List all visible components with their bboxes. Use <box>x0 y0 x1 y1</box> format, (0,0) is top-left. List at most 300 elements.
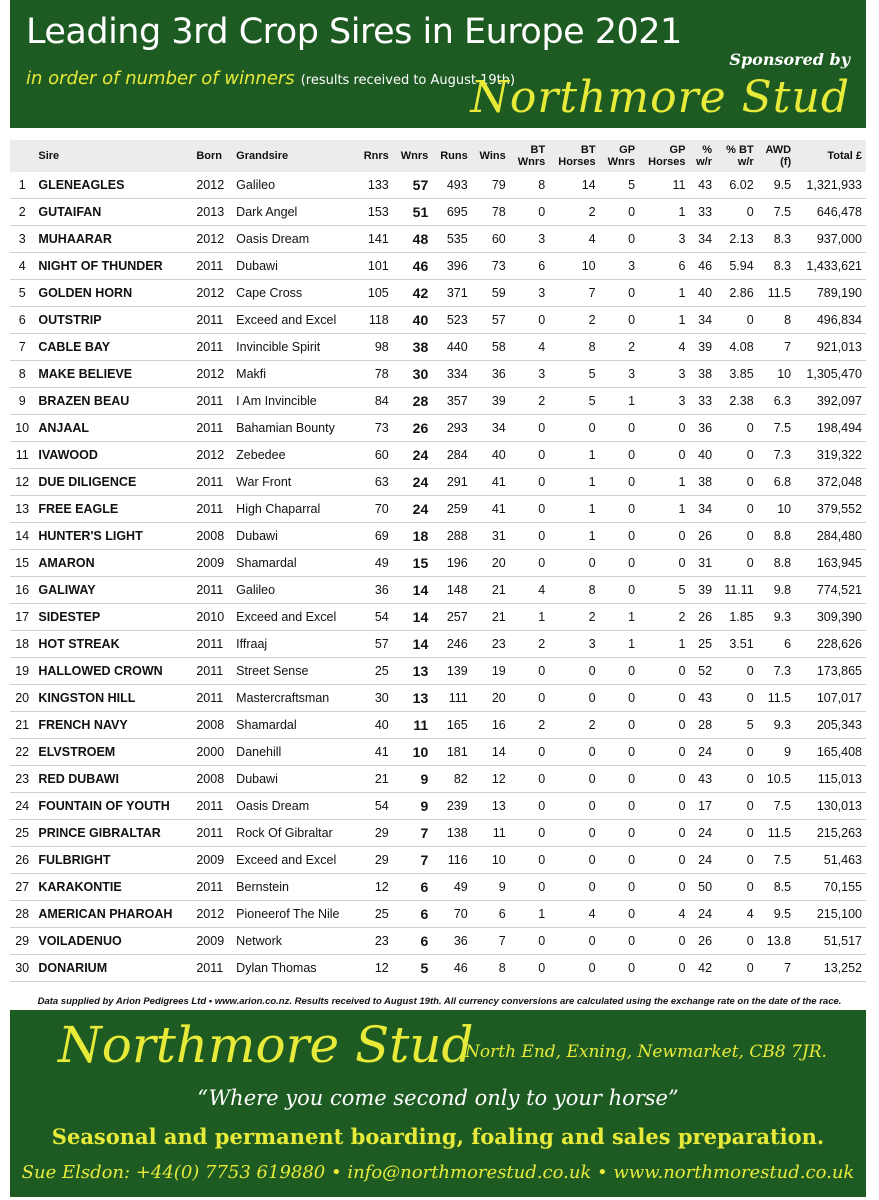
table-cell: 0 <box>716 415 758 442</box>
table-cell: 8.3 <box>758 253 795 280</box>
table-cell: Danehill <box>232 739 356 766</box>
table-row <box>10 847 866 874</box>
table-cell: 7.3 <box>758 658 795 685</box>
table-cell: 38 <box>393 334 432 361</box>
table-cell: 0 <box>549 874 599 901</box>
table-cell: 11.5 <box>758 280 795 307</box>
table-cell: 6 <box>393 901 432 928</box>
table-cell: 2008 <box>192 523 232 550</box>
table-cell: 0 <box>510 496 549 523</box>
table-cell: 0 <box>716 847 758 874</box>
table-cell: 257 <box>432 604 471 631</box>
table-cell: 1 <box>639 496 689 523</box>
page-title: Leading 3rd Crop Sires in Europe 2021 <box>26 12 682 52</box>
table-cell: 6.3 <box>758 388 795 415</box>
table-cell: 16 <box>472 712 510 739</box>
table-cell: 2011 <box>192 685 232 712</box>
table-cell: 309,390 <box>795 604 866 631</box>
table-cell: 41 <box>472 469 510 496</box>
table-cell: 41 <box>356 739 393 766</box>
table-cell: 13 <box>472 793 510 820</box>
table-cell: 11.5 <box>758 685 795 712</box>
table-row <box>10 442 866 469</box>
table-cell: 46 <box>432 955 471 982</box>
table-cell: Dylan Thomas <box>232 955 356 982</box>
table-cell: 57 <box>393 172 432 199</box>
table-cell: 24 <box>393 496 432 523</box>
table-cell: 246 <box>432 631 471 658</box>
table-cell: 43 <box>689 766 716 793</box>
col-rnrs: Rnrs <box>356 140 393 172</box>
table-cell: 50 <box>689 874 716 901</box>
table-cell: 2011 <box>192 388 232 415</box>
table-cell: 0 <box>549 928 599 955</box>
table-cell: 5 <box>639 577 689 604</box>
table-cell: 43 <box>689 172 716 199</box>
table-cell: 0 <box>600 442 639 469</box>
table-cell: 39 <box>472 388 510 415</box>
table-cell: 33 <box>689 199 716 226</box>
table-cell: 2011 <box>192 334 232 361</box>
header-banner <box>10 0 866 128</box>
table-cell: 60 <box>472 226 510 253</box>
table-cell: 3.85 <box>716 361 758 388</box>
table-cell: FREE EAGLE <box>34 496 192 523</box>
table-cell: 0 <box>716 766 758 793</box>
table-cell: 0 <box>510 307 549 334</box>
table-cell: 6 <box>758 631 795 658</box>
table-cell: 0 <box>716 523 758 550</box>
table-row <box>10 793 866 820</box>
table-cell: 2 <box>549 199 599 226</box>
table-cell: 0 <box>716 739 758 766</box>
table-cell: 2010 <box>192 604 232 631</box>
table-cell: 98 <box>356 334 393 361</box>
table-cell: 28 <box>393 388 432 415</box>
table-cell: 0 <box>716 469 758 496</box>
table-cell: 2009 <box>192 550 232 577</box>
table-cell: 2011 <box>192 955 232 982</box>
col-wnrs: Wnrs <box>393 140 432 172</box>
table-cell: 10 <box>10 415 34 442</box>
table-row <box>10 658 866 685</box>
col-wins: Wins <box>472 140 510 172</box>
table-cell: 9.3 <box>758 712 795 739</box>
table-cell: 4 <box>510 334 549 361</box>
table-cell: 0 <box>600 280 639 307</box>
table-cell: 21 <box>356 766 393 793</box>
table-cell: 18 <box>10 631 34 658</box>
table-cell: Rock Of Gibraltar <box>232 820 356 847</box>
table-cell: BRAZEN BEAU <box>34 388 192 415</box>
table-cell: 789,190 <box>795 280 866 307</box>
table-cell: Shamardal <box>232 550 356 577</box>
table-cell: 6.8 <box>758 469 795 496</box>
table-cell: 774,521 <box>795 577 866 604</box>
table-cell: 148 <box>432 577 471 604</box>
table-cell: 15 <box>10 550 34 577</box>
table-cell: 0 <box>510 415 549 442</box>
table-cell: 4 <box>549 226 599 253</box>
table-cell: 215,263 <box>795 820 866 847</box>
table-cell: 3 <box>639 226 689 253</box>
table-cell: 937,000 <box>795 226 866 253</box>
table-cell: 0 <box>639 685 689 712</box>
table-cell: 2011 <box>192 496 232 523</box>
table-cell: 26 <box>10 847 34 874</box>
table-cell: 357 <box>432 388 471 415</box>
table-cell: 0 <box>716 307 758 334</box>
table-cell: 3 <box>510 226 549 253</box>
table-body <box>10 172 866 982</box>
table-cell: 1,433,621 <box>795 253 866 280</box>
table-cell: 0 <box>639 442 689 469</box>
table-cell: Dark Angel <box>232 199 356 226</box>
table-cell: 0 <box>639 739 689 766</box>
table-cell: 14 <box>472 739 510 766</box>
table-cell: 3 <box>600 361 639 388</box>
table-cell: GUTAIFAN <box>34 199 192 226</box>
table-row <box>10 955 866 982</box>
table-cell: Bernstein <box>232 874 356 901</box>
table-cell: Dubawi <box>232 253 356 280</box>
table-cell: 1 <box>639 469 689 496</box>
table-cell: 26 <box>689 523 716 550</box>
table-cell: 7.5 <box>758 199 795 226</box>
table-cell: 46 <box>689 253 716 280</box>
table-cell: 0 <box>549 739 599 766</box>
table-cell: 396 <box>432 253 471 280</box>
table-cell: 2013 <box>192 199 232 226</box>
footer-contact: Sue Elsdon: +44(0) 7753 619880 • info@northmorestud.co.uk • www.northmorestud.co.uk <box>21 1162 855 1183</box>
table-cell: PRINCE GIBRALTAR <box>34 820 192 847</box>
table-cell: 13.8 <box>758 928 795 955</box>
table-cell: 30 <box>356 685 393 712</box>
table-cell: 0 <box>549 847 599 874</box>
table-cell: 0 <box>549 415 599 442</box>
table-cell: 24 <box>689 847 716 874</box>
table-cell: 0 <box>510 469 549 496</box>
table-cell: Invincible Spirit <box>232 334 356 361</box>
table-cell: 26 <box>689 928 716 955</box>
table-cell: Cape Cross <box>232 280 356 307</box>
table-cell: 25 <box>689 631 716 658</box>
table-cell: 18 <box>393 523 432 550</box>
table-cell: Network <box>232 928 356 955</box>
col-pct-bt-wr: % BT w/r <box>716 140 758 172</box>
table-cell: 0 <box>639 955 689 982</box>
table-cell: 51,463 <box>795 847 866 874</box>
table-cell: 10 <box>758 361 795 388</box>
table-cell: 38 <box>689 469 716 496</box>
table-cell: 7 <box>758 334 795 361</box>
table-cell: 0 <box>600 901 639 928</box>
table-row <box>10 388 866 415</box>
table-cell: 2009 <box>192 847 232 874</box>
table-cell: 0 <box>639 415 689 442</box>
table-row <box>10 685 866 712</box>
table-cell: 0 <box>716 793 758 820</box>
table-cell: 4 <box>639 901 689 928</box>
table-cell: 198,494 <box>795 415 866 442</box>
table-cell: 23 <box>356 928 393 955</box>
table-cell: MAKE BELIEVE <box>34 361 192 388</box>
table-row <box>10 577 866 604</box>
table-cell: 101 <box>356 253 393 280</box>
table-cell: 7 <box>10 334 34 361</box>
table-row <box>10 334 866 361</box>
table-cell: 105 <box>356 280 393 307</box>
table-cell: 2009 <box>192 928 232 955</box>
table-cell: KARAKONTIE <box>34 874 192 901</box>
table-cell: 8 <box>758 307 795 334</box>
table-cell: 0 <box>510 523 549 550</box>
table-cell: 39 <box>689 577 716 604</box>
table-row <box>10 604 866 631</box>
table-cell: 0 <box>639 793 689 820</box>
table-cell: 29 <box>10 928 34 955</box>
table-cell: 0 <box>639 712 689 739</box>
subtitle-note: (results received to August 19th) <box>300 73 516 88</box>
table-cell: 25 <box>10 820 34 847</box>
table-cell: 0 <box>600 226 639 253</box>
table-cell: 2.38 <box>716 388 758 415</box>
table-cell: 84 <box>356 388 393 415</box>
table-cell: 14 <box>393 577 432 604</box>
table-cell: 1 <box>549 496 599 523</box>
table-cell: 7 <box>549 280 599 307</box>
table-cell: 173,865 <box>795 658 866 685</box>
table-cell: 0 <box>510 685 549 712</box>
table-cell: 36 <box>472 361 510 388</box>
table-cell: 0 <box>510 820 549 847</box>
table-cell: 4 <box>549 901 599 928</box>
table-cell: 7 <box>393 847 432 874</box>
table-cell: 11 <box>393 712 432 739</box>
table-cell: 0 <box>549 658 599 685</box>
table-cell: 14 <box>549 172 599 199</box>
table-cell: 5 <box>549 361 599 388</box>
table-cell: 379,552 <box>795 496 866 523</box>
table-cell: 7.5 <box>758 793 795 820</box>
table-cell: 2011 <box>192 874 232 901</box>
table-cell: 1 <box>549 469 599 496</box>
table-cell: 372,048 <box>795 469 866 496</box>
table-cell: 0 <box>639 928 689 955</box>
table-cell: 0 <box>639 874 689 901</box>
table-cell: 0 <box>716 658 758 685</box>
table-cell: 79 <box>472 172 510 199</box>
table-cell: 28 <box>689 712 716 739</box>
table-cell: 695 <box>432 199 471 226</box>
table-row <box>10 226 866 253</box>
table-cell: 288 <box>432 523 471 550</box>
col-pct-wr: % w/r <box>689 140 716 172</box>
table-cell: Bahamian Bounty <box>232 415 356 442</box>
table-cell: 57 <box>356 631 393 658</box>
table-cell: 239 <box>432 793 471 820</box>
table-cell: FOUNTAIN OF YOUTH <box>34 793 192 820</box>
subtitle-text: in order of number of winners <box>26 68 295 89</box>
table-cell: I Am Invincible <box>232 388 356 415</box>
table-cell: 0 <box>639 550 689 577</box>
table-cell: 2 <box>549 712 599 739</box>
table-cell: 0 <box>549 820 599 847</box>
table-cell: 33 <box>689 388 716 415</box>
footer-banner <box>10 1010 866 1197</box>
table-cell: Mastercraftsman <box>232 685 356 712</box>
table-cell: 0 <box>549 550 599 577</box>
table-cell: 0 <box>600 496 639 523</box>
table-cell: 0 <box>510 739 549 766</box>
table-cell: 0 <box>600 469 639 496</box>
table-cell: 259 <box>432 496 471 523</box>
table-cell: 2011 <box>192 577 232 604</box>
table-cell: 3 <box>639 361 689 388</box>
table-cell: 0 <box>549 685 599 712</box>
table-cell: 0 <box>510 442 549 469</box>
table-cell: CABLE BAY <box>34 334 192 361</box>
table-row <box>10 874 866 901</box>
table-cell: 0 <box>600 847 639 874</box>
table-cell: 0 <box>639 523 689 550</box>
table-cell: 2008 <box>192 766 232 793</box>
table-cell: 1.85 <box>716 604 758 631</box>
table-cell: 3 <box>600 253 639 280</box>
table-cell: 5 <box>393 955 432 982</box>
table-cell: 12 <box>472 766 510 793</box>
table-cell: 0 <box>600 928 639 955</box>
table-cell: 2 <box>549 604 599 631</box>
table-cell: Iffraaj <box>232 631 356 658</box>
table-cell: 0 <box>600 658 639 685</box>
table-cell: 82 <box>432 766 471 793</box>
table-cell: 8.3 <box>758 226 795 253</box>
table-cell: 0 <box>600 739 639 766</box>
table-cell: 19 <box>472 658 510 685</box>
table-cell: 21 <box>10 712 34 739</box>
table-cell: 0 <box>639 658 689 685</box>
table-cell: 0 <box>510 658 549 685</box>
table-cell: 51,517 <box>795 928 866 955</box>
table-cell: 0 <box>600 766 639 793</box>
footer-address: North End, Exning, Newmarket, CB8 7JR. <box>465 1042 827 1062</box>
table-cell: 0 <box>600 550 639 577</box>
table-cell: AMERICAN PHAROAH <box>34 901 192 928</box>
table-cell: 9.5 <box>758 172 795 199</box>
table-cell: 3 <box>510 361 549 388</box>
table-cell: 58 <box>472 334 510 361</box>
table-cell: 13 <box>393 685 432 712</box>
table-row <box>10 469 866 496</box>
table-cell: 0 <box>600 820 639 847</box>
footer-tagline: Seasonal and permanent boarding, foaling and sales preparation. <box>51 1124 825 1149</box>
table-cell: 23 <box>472 631 510 658</box>
table-cell: 293 <box>432 415 471 442</box>
table-cell: 9 <box>393 766 432 793</box>
table-header-row <box>10 140 866 172</box>
table-cell: 31 <box>472 523 510 550</box>
table-cell: 70,155 <box>795 874 866 901</box>
table-cell: 0 <box>510 874 549 901</box>
table-cell: Dubawi <box>232 766 356 793</box>
table-cell: 24 <box>689 901 716 928</box>
table-cell: 163,945 <box>795 550 866 577</box>
sponsored-label: Sponsored by <box>729 50 850 69</box>
table-cell: 2.86 <box>716 280 758 307</box>
table-cell: 9.5 <box>758 901 795 928</box>
table-cell: 11 <box>639 172 689 199</box>
table-cell: 2 <box>639 604 689 631</box>
table-row <box>10 712 866 739</box>
table-cell: 70 <box>432 901 471 928</box>
table-cell: 535 <box>432 226 471 253</box>
table-cell: 3 <box>639 388 689 415</box>
table-cell: 10 <box>393 739 432 766</box>
table-cell: 165,408 <box>795 739 866 766</box>
table-cell: 6 <box>393 928 432 955</box>
table-row <box>10 901 866 928</box>
table-cell: 2 <box>549 307 599 334</box>
table-cell: 2012 <box>192 901 232 928</box>
table-cell: 2012 <box>192 280 232 307</box>
table-cell: 0 <box>600 793 639 820</box>
table-cell: 31 <box>689 550 716 577</box>
table-cell: 1 <box>510 604 549 631</box>
table-cell: 0 <box>600 307 639 334</box>
table-row <box>10 496 866 523</box>
table-cell: 28 <box>10 901 34 928</box>
table-cell: 40 <box>689 280 716 307</box>
table-cell: 440 <box>432 334 471 361</box>
table-cell: 1,305,470 <box>795 361 866 388</box>
table-cell: 2011 <box>192 658 232 685</box>
table-cell: 1,321,933 <box>795 172 866 199</box>
table-cell: OUTSTRIP <box>34 307 192 334</box>
table-cell: 0 <box>600 415 639 442</box>
table-cell: 0 <box>600 712 639 739</box>
table-cell: 2011 <box>192 793 232 820</box>
table-cell: 7.3 <box>758 442 795 469</box>
table-cell: High Chaparral <box>232 496 356 523</box>
table-cell: 27 <box>10 874 34 901</box>
table-cell: 1 <box>510 901 549 928</box>
table-cell: HUNTER'S LIGHT <box>34 523 192 550</box>
table-cell: 19 <box>10 658 34 685</box>
table-cell: RED DUBAWI <box>34 766 192 793</box>
table-cell: 78 <box>472 199 510 226</box>
table-cell: NIGHT OF THUNDER <box>34 253 192 280</box>
table-cell: Galileo <box>232 577 356 604</box>
data-source-note: Data supplied by Arion Pedigrees Ltd • www.arion.co.nz. Results received to August 19th. All currency conversions are calculated using the exchange rate on the date of the race. <box>37 996 842 1007</box>
table-cell: Exceed and Excel <box>232 307 356 334</box>
table-cell: 496,834 <box>795 307 866 334</box>
table-cell: 0 <box>600 955 639 982</box>
table-cell: 205,343 <box>795 712 866 739</box>
footer-brand: Northmore Stud <box>58 1016 474 1074</box>
table-cell: 29 <box>356 847 393 874</box>
table-cell: 0 <box>716 550 758 577</box>
table-cell: 1 <box>600 388 639 415</box>
table-cell: 1 <box>639 631 689 658</box>
table-row <box>10 550 866 577</box>
table-cell: 4 <box>716 901 758 928</box>
table-cell: 10 <box>549 253 599 280</box>
table-cell: Oasis Dream <box>232 226 356 253</box>
table-cell: 24 <box>10 793 34 820</box>
table-cell: 7 <box>472 928 510 955</box>
table-cell: 1 <box>600 631 639 658</box>
